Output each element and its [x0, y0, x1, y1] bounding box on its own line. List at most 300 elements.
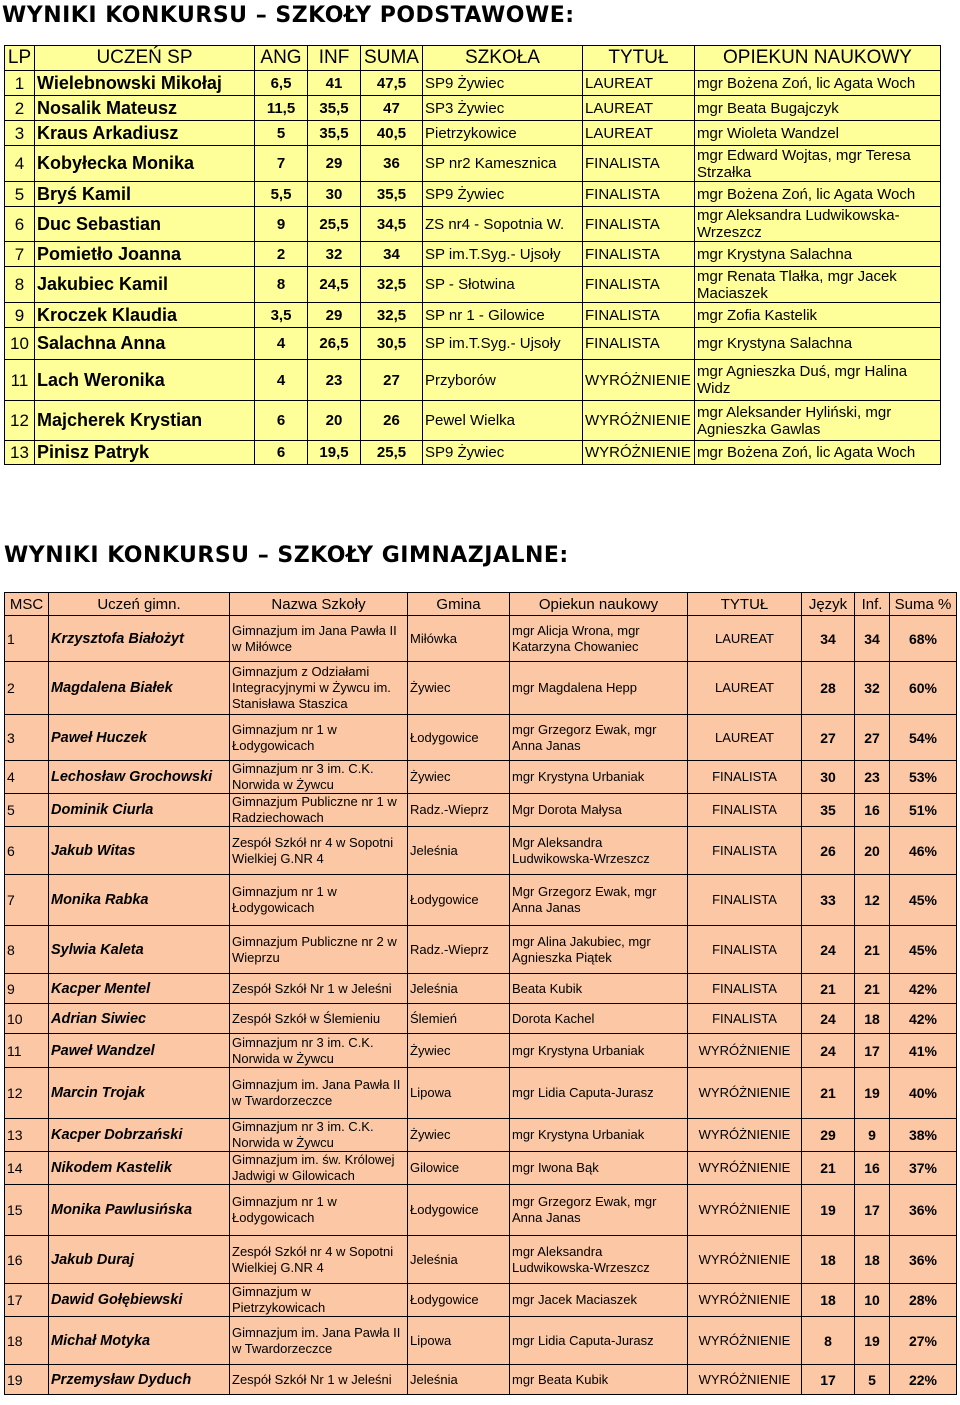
score-inf: 41	[308, 71, 361, 96]
school-name: Gimnazjum nr 1 w Łodygowicach	[230, 715, 408, 761]
score-inf: 35,5	[308, 96, 361, 121]
place-number: 1	[5, 616, 49, 662]
award-title: LAUREAT	[688, 662, 802, 715]
award-title: WYRÓŻNIENIE	[688, 1236, 802, 1284]
score-language: 30	[802, 761, 855, 794]
score-percent: 38%	[890, 1119, 957, 1152]
school-name: Gimnazjum nr 3 im. C.K. Norwida w Żywcu	[230, 761, 408, 794]
award-title: LAUREAT	[688, 616, 802, 662]
student-name: Monika Rabka	[49, 875, 230, 926]
row-number: 4	[5, 146, 35, 182]
award-title: FINALISTA	[583, 303, 695, 328]
score-inf: 12	[855, 875, 890, 926]
mentor-name: mgr Lidia Caputa-Jurasz	[510, 1068, 688, 1119]
mentor-name: mgr Bożena Zoń, lic Agata Woch	[695, 441, 941, 465]
student-name: Przemysław Dyduch	[49, 1365, 230, 1395]
award-title: WYRÓŻNIENIE	[688, 1152, 802, 1185]
score-inf: 32	[855, 662, 890, 715]
score-inf: 26,5	[308, 328, 361, 360]
mentor-name: mgr Krystyna Salachna	[695, 242, 941, 267]
school-name: Pewel Wielka	[423, 401, 583, 441]
school-name: Gimnazjum nr 1 w Łodygowicach	[230, 875, 408, 926]
table-row	[5, 360, 941, 401]
score-inf: 23	[855, 761, 890, 794]
score-percent: 51%	[890, 794, 957, 827]
school-name: SP im.T.Syg.- Ujsoły	[423, 328, 583, 360]
school-name: SP - Słotwina	[423, 267, 583, 303]
gymnasium-results-table	[4, 592, 957, 1395]
score-percent: 37%	[890, 1152, 957, 1185]
award-title: WYRÓŻNIENIE	[688, 1365, 802, 1395]
table-row	[5, 1365, 957, 1395]
award-title: WYRÓŻNIENIE	[583, 360, 695, 401]
score-inf: 18	[855, 1004, 890, 1034]
row-number: 7	[5, 242, 35, 267]
award-title: FINALISTA	[583, 146, 695, 182]
score-inf: 20	[855, 827, 890, 875]
municipality: Jeleśnia	[408, 1236, 510, 1284]
score-inf: 21	[855, 974, 890, 1004]
place-number: 10	[5, 1004, 49, 1034]
municipality: Jeleśnia	[408, 827, 510, 875]
score-percent: 42%	[890, 974, 957, 1004]
school-name: SP9 Żywiec	[423, 182, 583, 207]
score-inf: 20	[308, 401, 361, 441]
row-number: 2	[5, 96, 35, 121]
table-row	[5, 1068, 957, 1119]
school-name: Gimnazjum nr 3 im. C.K. Norwida w Żywcu	[230, 1034, 408, 1068]
table-row	[5, 616, 957, 662]
row-number: 1	[5, 71, 35, 96]
student-name: Jakub Duraj	[49, 1236, 230, 1284]
score-language: 8	[802, 1317, 855, 1365]
award-title: WYRÓŻNIENIE	[688, 1284, 802, 1317]
score-inf: 25,5	[308, 207, 361, 242]
municipality: Radz.-Wieprz	[408, 926, 510, 974]
score-language: 27	[802, 715, 855, 761]
school-name: Gimnazjum im. św. Królowej Jadwigi w Gilowicach	[230, 1152, 408, 1185]
award-title: WYRÓŻNIENIE	[688, 1119, 802, 1152]
student-name: Pinisz Patryk	[35, 441, 255, 465]
municipality: Lipowa	[408, 1068, 510, 1119]
mentor-name: mgr Renata Tlałka, mgr Jacek Maciaszek	[695, 267, 941, 303]
school-name: Zespół Szkół Nr 1 w Jeleśni	[230, 1365, 408, 1395]
mentor-name: mgr Agnieszka Duś, mgr Halina Widz	[695, 360, 941, 401]
award-title: WYRÓŻNIENIE	[688, 1317, 802, 1365]
score-percent: 40%	[890, 1068, 957, 1119]
school-name: SP9 Żywiec	[423, 441, 583, 465]
score-sum: 34,5	[361, 207, 423, 242]
award-title: FINALISTA	[583, 242, 695, 267]
score-language: 21	[802, 1068, 855, 1119]
score-sum: 27	[361, 360, 423, 401]
student-name: Duc Sebastian	[35, 207, 255, 242]
table-row	[5, 121, 941, 146]
award-title: FINALISTA	[583, 267, 695, 303]
student-name: Michał Motyka	[49, 1317, 230, 1365]
municipality: Łodygowice	[408, 1284, 510, 1317]
mentor-name: Mgr Aleksandra Ludwikowska-Wrzeszcz	[510, 827, 688, 875]
score-sum: 47,5	[361, 71, 423, 96]
score-sum: 25,5	[361, 441, 423, 465]
award-title: WYRÓŻNIENIE	[583, 401, 695, 441]
student-name: Pomietło Joanna	[35, 242, 255, 267]
school-name: SP im.T.Syg.- Ujsoły	[423, 242, 583, 267]
table-row	[5, 242, 941, 267]
score-inf: 10	[855, 1284, 890, 1317]
mentor-name: mgr Wioleta Wandzel	[695, 121, 941, 146]
school-name: ZS nr4 - Sopotnia W.	[423, 207, 583, 242]
place-number: 18	[5, 1317, 49, 1365]
student-name: Kacper Dobrzański	[49, 1119, 230, 1152]
award-title: WYRÓŻNIENIE	[688, 1185, 802, 1236]
school-name: Gimnazjum im. Jana Pawła II w Twardorzeczce	[230, 1317, 408, 1365]
score-inf: 27	[855, 715, 890, 761]
header-gmina: Gmina	[408, 593, 510, 616]
school-name: Zespół Szkół nr 4 w Sopotni Wielkiej G.NR 4	[230, 827, 408, 875]
school-name: Zespół Szkół nr 4 w Sopotni Wielkiej G.NR 4	[230, 1236, 408, 1284]
municipality: Jeleśnia	[408, 1365, 510, 1395]
school-name: SP nr 1 - Gilowice	[423, 303, 583, 328]
table-row	[5, 441, 941, 465]
score-language: 24	[802, 926, 855, 974]
school-name: Gimnazjum nr 1 w Łodygowicach	[230, 1185, 408, 1236]
student-name: Adrian Siwiec	[49, 1004, 230, 1034]
mentor-name: mgr Krystyna Urbaniak	[510, 1034, 688, 1068]
place-number: 9	[5, 974, 49, 1004]
mentor-name: mgr Beata Kubik	[510, 1365, 688, 1395]
score-sum: 32,5	[361, 267, 423, 303]
header-sum-percent: Suma %	[890, 593, 957, 616]
score-ang: 4	[255, 360, 308, 401]
school-name: Gimnazjum im Jana Pawła II w Miłówce	[230, 616, 408, 662]
score-language: 26	[802, 827, 855, 875]
score-language: 18	[802, 1236, 855, 1284]
mentor-name: mgr Edward Wojtas, mgr Teresa Strzałka	[695, 146, 941, 182]
student-name: Dominik Ciurla	[49, 794, 230, 827]
mentor-name: mgr Grzegorz Ewak, mgr Anna Janas	[510, 715, 688, 761]
award-title: FINALISTA	[688, 926, 802, 974]
table-row	[5, 974, 957, 1004]
table-row	[5, 1034, 957, 1068]
award-title: FINALISTA	[688, 827, 802, 875]
school-name: Gimnazjum nr 3 im. C.K. Norwida w Żywcu	[230, 1119, 408, 1152]
score-percent: 68%	[890, 616, 957, 662]
table-row	[5, 207, 941, 242]
score-inf: 9	[855, 1119, 890, 1152]
student-name: Nosalik Mateusz	[35, 96, 255, 121]
header-student: Uczeń gimn.	[49, 593, 230, 616]
table-row	[5, 715, 957, 761]
mentor-name: mgr Krystyna Urbaniak	[510, 1119, 688, 1152]
score-language: 29	[802, 1119, 855, 1152]
score-inf: 24,5	[308, 267, 361, 303]
municipality: Żywiec	[408, 1119, 510, 1152]
score-percent: 28%	[890, 1284, 957, 1317]
table-row	[5, 662, 957, 715]
municipality: Żywiec	[408, 761, 510, 794]
mentor-name: mgr Alicja Wrona, mgr Katarzyna Chowaniec	[510, 616, 688, 662]
place-number: 3	[5, 715, 49, 761]
primary-header-row	[5, 46, 941, 71]
student-name: Jakub Witas	[49, 827, 230, 875]
score-language: 21	[802, 974, 855, 1004]
place-number: 13	[5, 1119, 49, 1152]
award-title: WYRÓŻNIENIE	[583, 441, 695, 465]
table-row	[5, 1317, 957, 1365]
mentor-name: mgr Krystyna Salachna	[695, 328, 941, 360]
school-name: Gimnazjum z Odziałami Integracyjnymi w Żywcu im. Stanisława Staszica	[230, 662, 408, 715]
student-name: Monika Pawlusińska	[49, 1185, 230, 1236]
school-name: Gimnazjum Publiczne nr 1 w Radziechowach	[230, 794, 408, 827]
score-sum: 26	[361, 401, 423, 441]
table-row	[5, 1152, 957, 1185]
header-language: Język	[802, 593, 855, 616]
score-ang: 5,5	[255, 182, 308, 207]
municipality: Łodygowice	[408, 1185, 510, 1236]
school-name: SP9 Żywiec	[423, 71, 583, 96]
student-name: Bryś Kamil	[35, 182, 255, 207]
score-sum: 32,5	[361, 303, 423, 328]
header-school: SZKOŁA	[423, 46, 583, 71]
table-row	[5, 96, 941, 121]
score-sum: 30,5	[361, 328, 423, 360]
place-number: 16	[5, 1236, 49, 1284]
score-language: 21	[802, 1152, 855, 1185]
row-number: 10	[5, 328, 35, 360]
mentor-name: mgr Iwona Bąk	[510, 1152, 688, 1185]
score-sum: 34	[361, 242, 423, 267]
score-sum: 47	[361, 96, 423, 121]
table-row	[5, 827, 957, 875]
header-msc: MSC	[5, 593, 49, 616]
score-percent: 22%	[890, 1365, 957, 1395]
table-row	[5, 1284, 957, 1317]
score-ang: 3,5	[255, 303, 308, 328]
mentor-name: mgr Aleksander Hyliński, mgr Agnieszka Gawlas	[695, 401, 941, 441]
school-name: Gimnazjum im. Jana Pawła II w Twardorzeczce	[230, 1068, 408, 1119]
municipality: Miłówka	[408, 616, 510, 662]
score-percent: 42%	[890, 1004, 957, 1034]
mentor-name: mgr Bożena Zoń, lic Agata Woch	[695, 71, 941, 96]
table-row	[5, 401, 941, 441]
header-student: UCZEŃ SP	[35, 46, 255, 71]
row-number: 9	[5, 303, 35, 328]
score-language: 34	[802, 616, 855, 662]
score-inf: 29	[308, 146, 361, 182]
student-name: Salachna Anna	[35, 328, 255, 360]
mentor-name: mgr Lidia Caputa-Jurasz	[510, 1317, 688, 1365]
student-name: Lach Weronika	[35, 360, 255, 401]
score-inf: 32	[308, 242, 361, 267]
score-ang: 2	[255, 242, 308, 267]
header-sum: SUMA	[361, 46, 423, 71]
mentor-name: mgr Bożena Zoń, lic Agata Woch	[695, 182, 941, 207]
table-row	[5, 303, 941, 328]
place-number: 14	[5, 1152, 49, 1185]
school-name: Zespół Szkół w Ślemieniu	[230, 1004, 408, 1034]
student-name: Sylwia Kaleta	[49, 926, 230, 974]
award-title: FINALISTA	[583, 207, 695, 242]
award-title: FINALISTA	[688, 875, 802, 926]
score-sum: 40,5	[361, 121, 423, 146]
student-name: Kroczek Klaudia	[35, 303, 255, 328]
place-number: 5	[5, 794, 49, 827]
place-number: 7	[5, 875, 49, 926]
municipality: Łodygowice	[408, 715, 510, 761]
student-name: Majcherek Krystian	[35, 401, 255, 441]
score-percent: 45%	[890, 875, 957, 926]
score-language: 24	[802, 1004, 855, 1034]
student-name: Kobyłecka Monika	[35, 146, 255, 182]
primary-results-title: WYNIKI KONKURSU – SZKOŁY PODSTAWOWE:	[2, 3, 575, 28]
municipality: Gilowice	[408, 1152, 510, 1185]
student-name: Wielebnowski Mikołaj	[35, 71, 255, 96]
score-language: 18	[802, 1284, 855, 1317]
mentor-name: mgr Beata Bugajczyk	[695, 96, 941, 121]
place-number: 12	[5, 1068, 49, 1119]
place-number: 15	[5, 1185, 49, 1236]
mentor-name: mgr Jacek Maciaszek	[510, 1284, 688, 1317]
gymnasium-results-title: WYNIKI KONKURSU – SZKOŁY GIMNAZJALNE:	[4, 543, 569, 568]
score-percent: 36%	[890, 1185, 957, 1236]
score-inf: 17	[855, 1185, 890, 1236]
mentor-name: Mgr Dorota Małysa	[510, 794, 688, 827]
score-percent: 53%	[890, 761, 957, 794]
award-title: FINALISTA	[688, 761, 802, 794]
table-row	[5, 1185, 957, 1236]
table-row	[5, 926, 957, 974]
place-number: 6	[5, 827, 49, 875]
municipality: Żywiec	[408, 662, 510, 715]
table-row	[5, 71, 941, 96]
score-ang: 6	[255, 401, 308, 441]
municipality: Radz.-Wieprz	[408, 794, 510, 827]
table-row	[5, 875, 957, 926]
score-percent: 45%	[890, 926, 957, 974]
gymnasium-header-row	[5, 593, 957, 616]
student-name: Dawid Gołębiewski	[49, 1284, 230, 1317]
score-percent: 46%	[890, 827, 957, 875]
score-ang: 9	[255, 207, 308, 242]
score-ang: 6,5	[255, 71, 308, 96]
award-title: WYRÓŻNIENIE	[688, 1068, 802, 1119]
school-name: SP nr2 Kamesznica	[423, 146, 583, 182]
row-number: 12	[5, 401, 35, 441]
award-title: LAUREAT	[688, 715, 802, 761]
score-percent: 27%	[890, 1317, 957, 1365]
header-inf: INF	[308, 46, 361, 71]
mentor-name: Mgr Grzegorz Ewak, mgr Anna Janas	[510, 875, 688, 926]
row-number: 13	[5, 441, 35, 465]
header-ang: ANG	[255, 46, 308, 71]
score-inf: 29	[308, 303, 361, 328]
header-lp: LP	[5, 46, 35, 71]
municipality: Żywiec	[408, 1034, 510, 1068]
table-row	[5, 1004, 957, 1034]
score-ang: 6	[255, 441, 308, 465]
award-title: WYRÓŻNIENIE	[688, 1034, 802, 1068]
student-name: Kacper Mentel	[49, 974, 230, 1004]
score-inf: 5	[855, 1365, 890, 1395]
municipality: Łodygowice	[408, 875, 510, 926]
score-ang: 4	[255, 328, 308, 360]
student-name: Paweł Huczek	[49, 715, 230, 761]
table-row	[5, 761, 957, 794]
score-language: 19	[802, 1185, 855, 1236]
place-number: 4	[5, 761, 49, 794]
award-title: LAUREAT	[583, 71, 695, 96]
score-language: 24	[802, 1034, 855, 1068]
score-percent: 41%	[890, 1034, 957, 1068]
award-title: LAUREAT	[583, 96, 695, 121]
score-inf: 19	[855, 1317, 890, 1365]
school-name: Pietrzykowice	[423, 121, 583, 146]
primary-results-table	[4, 45, 941, 465]
score-language: 35	[802, 794, 855, 827]
mentor-name: mgr Zofia Kastelik	[695, 303, 941, 328]
municipality: Lipowa	[408, 1317, 510, 1365]
mentor-name: mgr Grzegorz Ewak, mgr Anna Janas	[510, 1185, 688, 1236]
student-name: Lechosław Grochowski	[49, 761, 230, 794]
school-name: Gimnazjum w Pietrzykowicach	[230, 1284, 408, 1317]
score-ang: 8	[255, 267, 308, 303]
score-inf: 19	[855, 1068, 890, 1119]
student-name: Nikodem Kastelik	[49, 1152, 230, 1185]
mentor-name: Beata Kubik	[510, 974, 688, 1004]
score-inf: 30	[308, 182, 361, 207]
score-inf: 17	[855, 1034, 890, 1068]
place-number: 8	[5, 926, 49, 974]
municipality: Ślemień	[408, 1004, 510, 1034]
row-number: 6	[5, 207, 35, 242]
table-row	[5, 146, 941, 182]
score-inf: 21	[855, 926, 890, 974]
student-name: Marcin Trojak	[49, 1068, 230, 1119]
score-ang: 5	[255, 121, 308, 146]
header-mentor: OPIEKUN NAUKOWY	[695, 46, 941, 71]
score-sum: 36	[361, 146, 423, 182]
score-language: 17	[802, 1365, 855, 1395]
score-ang: 7	[255, 146, 308, 182]
school-name: Zespół Szkół Nr 1 w Jeleśni	[230, 974, 408, 1004]
table-row	[5, 267, 941, 303]
score-percent: 36%	[890, 1236, 957, 1284]
place-number: 2	[5, 662, 49, 715]
score-inf: 19,5	[308, 441, 361, 465]
row-number: 8	[5, 267, 35, 303]
row-number: 5	[5, 182, 35, 207]
place-number: 17	[5, 1284, 49, 1317]
score-ang: 11,5	[255, 96, 308, 121]
mentor-name: mgr Magdalena Hepp	[510, 662, 688, 715]
score-inf: 16	[855, 1152, 890, 1185]
table-row	[5, 1119, 957, 1152]
student-name: Jakubiec Kamil	[35, 267, 255, 303]
table-row	[5, 182, 941, 207]
score-percent: 54%	[890, 715, 957, 761]
header-inf: Inf.	[855, 593, 890, 616]
mentor-name: mgr Aleksandra Ludwikowska-Wrzeszcz	[695, 207, 941, 242]
row-number: 11	[5, 360, 35, 401]
award-title: FINALISTA	[688, 794, 802, 827]
mentor-name: mgr Krystyna Urbaniak	[510, 761, 688, 794]
award-title: FINALISTA	[583, 182, 695, 207]
place-number: 11	[5, 1034, 49, 1068]
score-inf: 16	[855, 794, 890, 827]
header-title: TYTUŁ	[688, 593, 802, 616]
mentor-name: Dorota Kachel	[510, 1004, 688, 1034]
